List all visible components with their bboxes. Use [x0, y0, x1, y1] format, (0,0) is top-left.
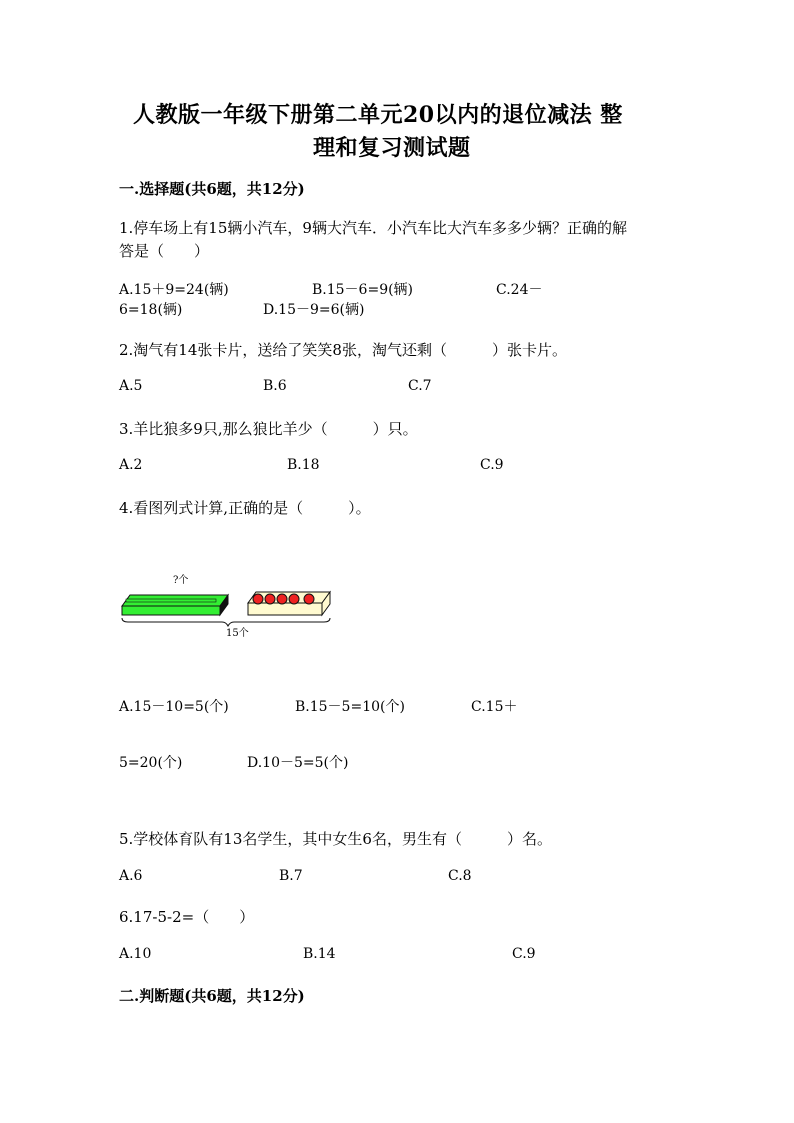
question-3: 3.羊比狼多9只,那么狼比羊少（ ）只。 — [119, 420, 418, 438]
q1-option-d: D.15－9=6(辆) — [263, 302, 365, 318]
document-title-line1: 人教版一年级下册第二单元20以内的退位减法 整 — [133, 102, 623, 128]
q2-option-b: B.6 — [263, 378, 287, 394]
q4-option-d: D.10－5=5(个) — [247, 755, 349, 771]
q4-total-label: 15个 — [226, 628, 249, 639]
q4-option-b: B.15－5=10(个) — [295, 699, 405, 715]
q4-green-block-front — [122, 606, 220, 615]
q4-green-block-face — [126, 599, 216, 602]
q3-option-c: C.9 — [480, 457, 504, 473]
section-heading-choice: 一.选择题(共6题，共12分) — [119, 180, 305, 198]
q4-option-c: C.15＋ — [471, 699, 518, 715]
q1-option-c: C.24－ — [496, 282, 543, 298]
q4-red-dots — [253, 594, 314, 604]
q1-option-a: A.15＋9=24(辆) — [119, 282, 229, 298]
question-4: 4.看图列式计算,正确的是（ ）。 — [119, 499, 371, 517]
question-1-line1: 1.停车场上有15辆小汽车，9辆大汽车．小汽车比大汽车多多少辆？正确的解 — [119, 219, 627, 237]
question-2: 2.淘气有14张卡片，送给了笑笑8张，淘气还剩（ ）张卡片。 — [119, 341, 567, 359]
q6-option-c: C.9 — [512, 946, 536, 962]
q4-total-brace — [122, 618, 330, 626]
q4-red-dot — [304, 594, 314, 604]
section-heading-judgement: 二.判断题(共6题，共12分) — [119, 987, 305, 1005]
question-6: 6.17-5-2=（ ） — [119, 908, 255, 926]
q4-red-dot — [277, 594, 287, 604]
q2-option-a: A.5 — [119, 378, 143, 394]
q4-red-dot — [289, 594, 299, 604]
q1-option-b: B.15－6=9(辆) — [312, 282, 414, 298]
question-1-line2: 答是（ ） — [119, 242, 210, 260]
q1-option-c-cont: 6=18(辆) — [119, 302, 183, 318]
q5-option-b: B.7 — [279, 868, 303, 884]
q3-option-b: B.18 — [287, 457, 320, 473]
q4-option-c-cont: 5=20(个) — [119, 755, 183, 771]
q5-option-a: A.6 — [119, 868, 143, 884]
q4-red-dot — [253, 594, 263, 604]
q5-option-c: C.8 — [448, 868, 472, 884]
q4-cream-block-front — [248, 603, 322, 615]
q2-option-c: C.7 — [408, 378, 432, 394]
q3-option-a: A.2 — [119, 457, 143, 473]
question-5: 5.学校体育队有13名学生，其中女生6名，男生有（ ）名。 — [119, 830, 552, 848]
q6-option-b: B.14 — [303, 946, 336, 962]
q4-unknown-label: ?个 — [173, 575, 189, 586]
q4-red-dot — [265, 594, 275, 604]
document-title-line2: 理和复习测试题 — [313, 135, 471, 161]
q4-option-a: A.15－10=5(个) — [119, 699, 229, 715]
q6-option-a: A.10 — [119, 946, 152, 962]
q4-figure — [118, 570, 338, 642]
